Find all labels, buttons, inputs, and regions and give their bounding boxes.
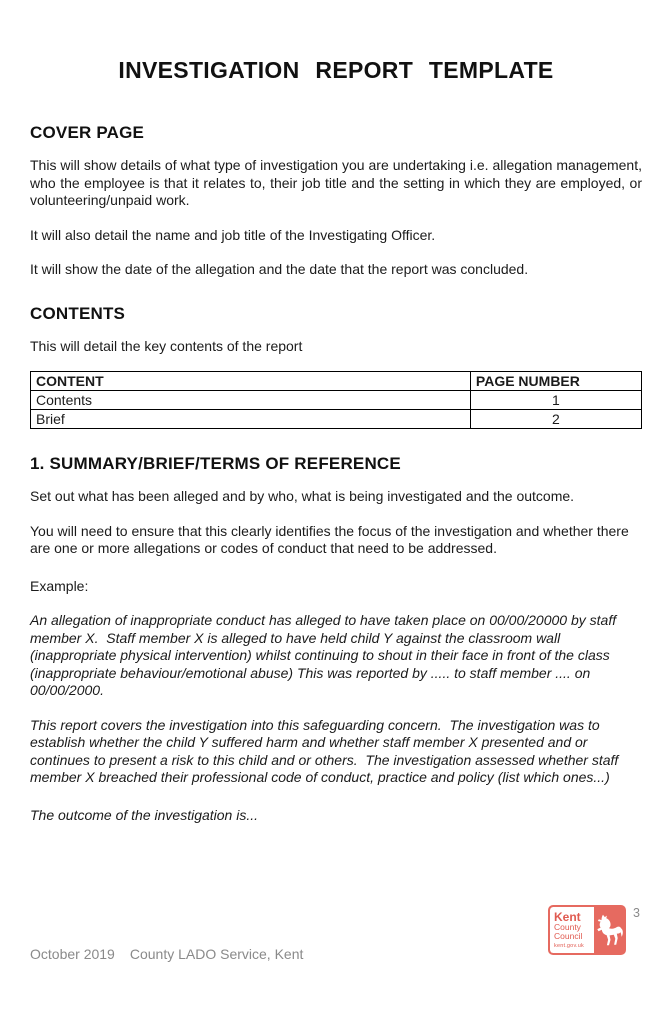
cover-paragraph-1: This will show details of what type of investigation you are undertaking i.e. allegation management, who the employee is that it relates to, their job title and the setting in which they are employed, or volunteering/unpaid work. xyxy=(30,157,642,208)
logo-text-county: County xyxy=(554,922,581,932)
table-cell-page: 1 xyxy=(470,391,641,410)
table-row xyxy=(31,410,642,429)
table-header-content: CONTENT xyxy=(31,372,471,391)
logo-text-council: Council xyxy=(554,931,583,941)
section-cover-page xyxy=(30,122,642,279)
table-header-row xyxy=(31,372,642,391)
section-contents xyxy=(30,303,642,430)
logo-text-kent: Kent xyxy=(554,910,581,924)
contents-heading: CONTENTS xyxy=(30,303,126,323)
page-number: 3 xyxy=(633,906,640,920)
example-paragraph-3: The outcome of the investigation is... xyxy=(30,806,259,823)
invicta-horse-icon xyxy=(594,907,624,953)
example-paragraph-1: An allegation of inappropriate conduct has alleged to have taken place on 00/00/20000 by staff member X. Staff member X is alleged to have held child Y against the classroom wall (inappropriate physical intervention) whilst continuing to shout in their face in front of the class (inappropriate behaviour/emotional abuse) This was reported by ..... to staff member .... on 00/00/2000. xyxy=(30,612,620,698)
logo-text-url: kent.gov.uk xyxy=(554,943,584,949)
example-label: Example: xyxy=(30,577,89,594)
footer-service-name: County LADO Service, Kent xyxy=(129,946,304,962)
summary-heading: 1. SUMMARY/BRIEF/TERMS OF REFERENCE xyxy=(30,454,401,473)
document-title: INVESTIGATION REPORT TEMPLATE xyxy=(118,57,554,83)
table-cell-content: Contents xyxy=(31,391,471,410)
table-row xyxy=(31,391,642,410)
table-cell-content: Brief xyxy=(31,410,471,429)
footer-date: October 2019 xyxy=(30,946,115,962)
cover-paragraph-3: It will show the date of the allegation and the date that the report was concluded. xyxy=(30,261,529,277)
summary-paragraph-2: You will need to ensure that this clearly identifies the focus of the investigation and whether there are one or more allegations or codes of conduct that need to be addressed. xyxy=(30,522,629,556)
contents-intro: This will detail the key contents of the report xyxy=(30,337,303,354)
logo-wordmark xyxy=(550,907,594,953)
example-paragraph-2: This report covers the investigation into this safeguarding concern. The investigation was to establish whether the child Y suffered harm and whether staff member X presented and or continues to present a risk to this child and or others. The investigation assessed whether staff member X breached their professional code of conduct, practice and policy (list which ones...) xyxy=(30,716,623,785)
summary-paragraph-1: Set out what has been alleged and by who, what is being investigated and the outcome. xyxy=(30,488,575,504)
cover-paragraph-2: It will also detail the name and job title of the Investigating Officer. xyxy=(30,226,436,243)
table-header-page-number: PAGE NUMBER xyxy=(470,372,641,391)
section-summary-brief xyxy=(30,453,642,824)
table-cell-page: 2 xyxy=(470,410,641,429)
contents-table xyxy=(30,371,642,429)
page-footer xyxy=(30,946,303,963)
cover-page-heading: COVER PAGE xyxy=(30,123,145,142)
kent-county-council-logo xyxy=(548,905,626,955)
